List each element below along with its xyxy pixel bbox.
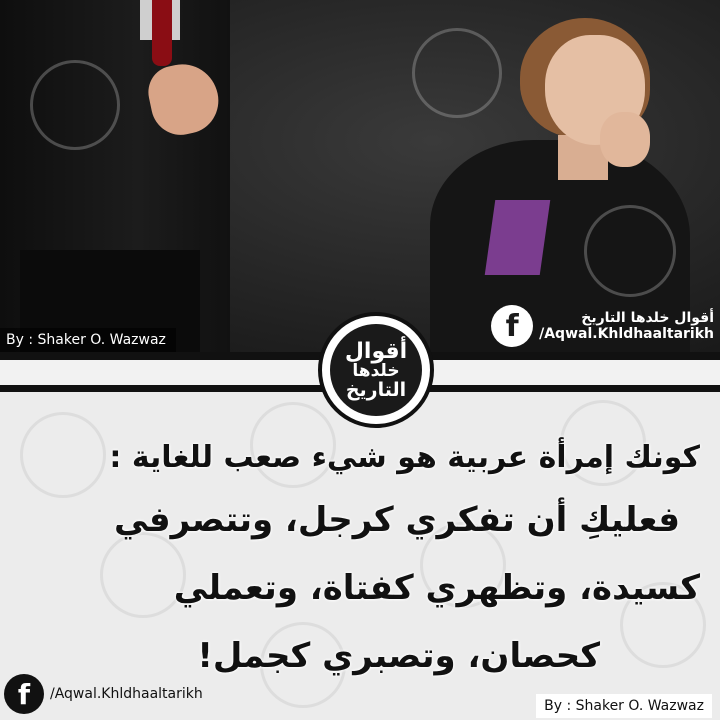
facebook-icon[interactable]: f — [4, 674, 44, 714]
watermark-logo — [412, 28, 502, 118]
brand-logo — [318, 312, 434, 428]
watermark-logo — [584, 205, 676, 297]
woman-hand — [600, 112, 650, 167]
woman-top — [485, 200, 551, 275]
man-tie — [152, 0, 172, 66]
quote-line-3: كسيدة، وتظهري كفتاة، وتعملي — [173, 568, 700, 608]
credit-left: By : Shaker O. Wazwaz — [0, 328, 176, 352]
facebook-icon[interactable]: f — [491, 305, 533, 347]
photo-scene — [0, 0, 720, 352]
logo-line: أقوال — [344, 338, 408, 364]
facebook-page-badge[interactable] — [491, 305, 714, 347]
watermark-logo — [30, 60, 120, 150]
logo-line: التاريخ — [345, 378, 407, 401]
quote-line-1: كونك إمرأة عربية هو شيء صعب للغاية : — [109, 440, 700, 475]
facebook-footer-link[interactable] — [4, 674, 203, 714]
page-arabic-name: أقوال خلدها التاريخ — [581, 310, 714, 326]
footer-handle[interactable]: /Aqwal.Khldhaaltarikh — [50, 686, 203, 702]
quote-line-2: فعليكِ أن تفكري كرجل، وتتصرفي — [114, 500, 680, 540]
quote-line-4: كحصان، وتصبري كجمل! — [197, 636, 600, 676]
credit-right: By : Shaker O. Wazwaz — [536, 694, 712, 718]
logo-line: خلدها — [352, 360, 400, 381]
page-handle[interactable]: /Aqwal.Khldhaaltarikh — [539, 326, 714, 342]
